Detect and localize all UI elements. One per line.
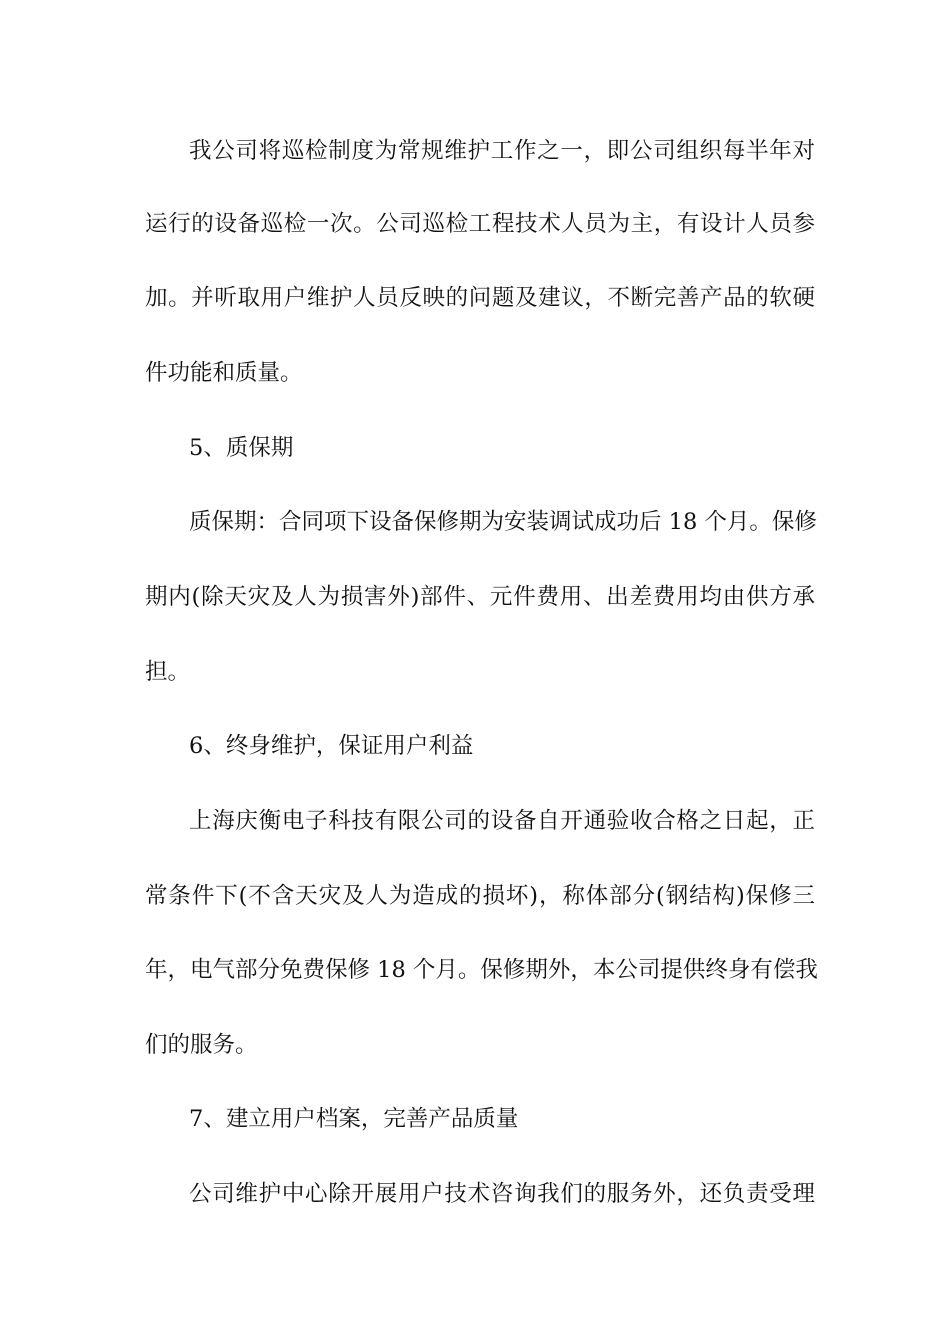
paragraph-line: 上海庆衡电子科技有限公司的设备自开通验收合格之日起，正 — [189, 808, 815, 834]
section-heading: 7、建立用户档案，完善产品质量 — [189, 1106, 519, 1132]
section-heading: 6、终身维护，保证用户利益 — [189, 733, 474, 759]
paragraph-line: 期内(除天灾及人为损害外)部件、元件费用、出差费用均由供方承 — [145, 584, 815, 610]
paragraph-line: 运行的设备巡检一次。公司巡检工程技术人员为主，有设计人员参 — [145, 211, 815, 237]
section-heading: 5、质保期 — [189, 435, 294, 461]
paragraph-line: 我公司将巡检制度为常规维护工作之一，即公司组织每半年对 — [189, 138, 815, 164]
paragraph-line: 质保期：合同项下设备保修期为安装调试成功后 18 个月。保修 — [189, 509, 817, 535]
paragraph-line: 年，电气部分免费保修 18 个月。保修期外，本公司提供终身有偿我 — [145, 957, 818, 983]
paragraph-line: 担。 — [145, 659, 191, 685]
paragraph-line: 件功能和质量。 — [145, 360, 303, 386]
paragraph-line: 加。并听取用户维护人员反映的问题及建议，不断完善产品的软硬 — [145, 285, 815, 311]
paragraph-line: 常条件下(不含天灾及人为造成的损坏)，称体部分(钢结构)保修三 — [145, 883, 815, 909]
paragraph-line: 们的服务。 — [145, 1032, 258, 1058]
paragraph-line: 公司维护中心除开展用户技术咨询我们的服务外，还负责受理 — [189, 1181, 815, 1207]
